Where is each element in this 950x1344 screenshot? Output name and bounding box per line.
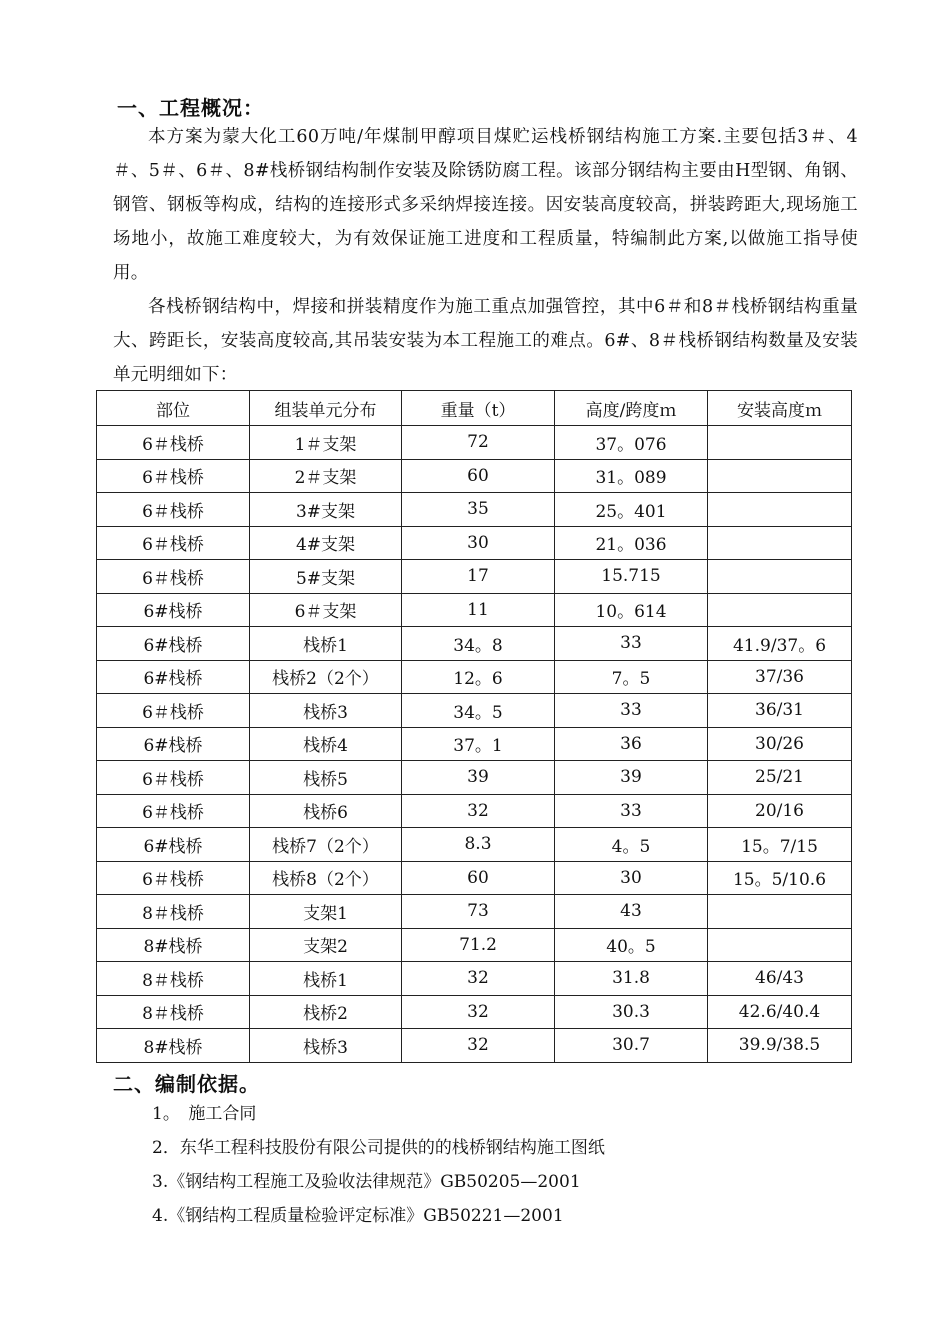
- cell-height-span: 40。5: [555, 928, 708, 962]
- cell-location: 6＃栈桥: [97, 526, 250, 560]
- cell-weight: 32: [402, 962, 555, 996]
- table-row: [97, 928, 852, 962]
- cell-height-span: 33: [555, 627, 708, 661]
- cell-height-span: 39: [555, 761, 708, 795]
- cell-location: 6#栈桥: [97, 660, 250, 694]
- section1-paragraph1: 本方案为蒙大化工60万吨/年煤制甲醇项目煤贮运栈桥钢结构施工方案.主要包括3＃、4＃、5＃、6＃、8#栈桥钢结构制作安装及除锈防腐工程。该部分钢结构主要由H型钢、角钢、钢管、钢板等构成，结构的连接形式多采纳焊接连接。因安装高度较高，拼装跨距大,现场施工场地小，故施工难度较大，为有效保证施工进度和工程质量，特编制此方案,以做施工指导使用。: [113, 127, 858, 283]
- cell-install-height: [708, 426, 852, 460]
- cell-height-span: 43: [555, 895, 708, 929]
- cell-weight: 71.2: [402, 928, 555, 962]
- cell-weight: 35: [402, 493, 555, 527]
- table-row: [97, 493, 852, 527]
- cell-weight: 72: [402, 426, 555, 460]
- table-row: [97, 727, 852, 761]
- cell-install-height: [708, 593, 852, 627]
- cell-unit: 栈桥3: [250, 1029, 402, 1063]
- table-header-row: [97, 391, 852, 426]
- header-weight: 重量（t）: [402, 391, 555, 426]
- cell-unit: 栈桥6: [250, 794, 402, 828]
- table-row: [97, 794, 852, 828]
- cell-location: 8＃栈桥: [97, 962, 250, 996]
- table-row: [97, 459, 852, 493]
- header-location: 部位: [97, 391, 250, 426]
- cell-unit: 栈桥7（2个）: [250, 828, 402, 862]
- cell-weight: 11: [402, 593, 555, 627]
- cell-install-height: [708, 895, 852, 929]
- cell-install-height: 25/21: [708, 761, 852, 795]
- cell-location: 6#栈桥: [97, 828, 250, 862]
- cell-install-height: [708, 459, 852, 493]
- cell-unit: 支架2: [250, 928, 402, 962]
- cell-height-span: 31。089: [555, 459, 708, 493]
- cell-unit: 栈桥3: [250, 694, 402, 728]
- cell-height-span: 7。5: [555, 660, 708, 694]
- section1-heading: 一、工程概况：: [117, 96, 264, 120]
- cell-location: 6＃栈桥: [97, 426, 250, 460]
- cell-location: 6＃栈桥: [97, 861, 250, 895]
- cell-weight: 37。1: [402, 727, 555, 761]
- cell-unit: 栈桥2: [250, 995, 402, 1029]
- table-row: [97, 1029, 852, 1063]
- cell-install-height: 30/26: [708, 727, 852, 761]
- cell-height-span: 4。5: [555, 828, 708, 862]
- cell-height-span: 30.3: [555, 995, 708, 1029]
- table-row: [97, 660, 852, 694]
- cell-weight: 32: [402, 794, 555, 828]
- cell-unit: 栈桥4: [250, 727, 402, 761]
- cell-unit: 3#支架: [250, 493, 402, 527]
- basis-list: [152, 1097, 605, 1233]
- cell-weight: 30: [402, 526, 555, 560]
- cell-weight: 60: [402, 459, 555, 493]
- table-row: [97, 426, 852, 460]
- cell-install-height: [708, 928, 852, 962]
- header-install-height: 安装高度ｍ: [708, 391, 852, 426]
- section2-heading: 二、编制依据。: [113, 1072, 260, 1096]
- cell-unit: 6＃支架: [250, 593, 402, 627]
- cell-location: 8#栈桥: [97, 1029, 250, 1063]
- section1-paragraph2: 各栈桥钢结构中，焊接和拼装精度作为施工重点加强管控，其中6＃和8＃栈桥钢结构重量大、跨距长，安装高度较高,其吊装安装为本工程施工的难点。6#、8＃栈桥钢结构数量及安装单元明细如下：: [113, 297, 858, 385]
- cell-install-height: 41.9/37。6: [708, 627, 852, 661]
- header-unit: 组装单元分布: [250, 391, 402, 426]
- table-row: [97, 861, 852, 895]
- cell-weight: 32: [402, 1029, 555, 1063]
- cell-location: 6＃栈桥: [97, 694, 250, 728]
- cell-weight: 60: [402, 861, 555, 895]
- list-item: 2．东华工程科技股份有限公司提供的的栈桥钢结构施工图纸: [152, 1138, 605, 1158]
- table-row: [97, 694, 852, 728]
- cell-unit: 栈桥1: [250, 962, 402, 996]
- cell-height-span: 31.8: [555, 962, 708, 996]
- cell-install-height: 36/31: [708, 694, 852, 728]
- cell-height-span: 15.715: [555, 560, 708, 594]
- cell-install-height: 42.6/40.4: [708, 995, 852, 1029]
- table-row: [97, 895, 852, 929]
- cell-install-height: 39.9/38.5: [708, 1029, 852, 1063]
- cell-location: 8#栈桥: [97, 928, 250, 962]
- cell-location: 6#栈桥: [97, 727, 250, 761]
- cell-install-height: [708, 526, 852, 560]
- cell-height-span: 21。036: [555, 526, 708, 560]
- cell-unit: 栈桥5: [250, 761, 402, 795]
- cell-install-height: 15。7/15: [708, 828, 852, 862]
- cell-weight: 8.3: [402, 828, 555, 862]
- cell-location: 6＃栈桥: [97, 459, 250, 493]
- cell-height-span: 30: [555, 861, 708, 895]
- cell-height-span: 30.7: [555, 1029, 708, 1063]
- list-item: 4.《钢结构工程质量检验评定标准》GB50221—2001: [152, 1206, 564, 1226]
- cell-location: 6＃栈桥: [97, 493, 250, 527]
- cell-weight: 32: [402, 995, 555, 1029]
- cell-location: 6＃栈桥: [97, 761, 250, 795]
- cell-height-span: 10。614: [555, 593, 708, 627]
- cell-unit: 栈桥2（2个）: [250, 660, 402, 694]
- cell-install-height: 15。5/10.6: [708, 861, 852, 895]
- table-row: [97, 995, 852, 1029]
- table-body: [97, 426, 852, 1063]
- table-row: [97, 761, 852, 795]
- table-row: [97, 593, 852, 627]
- cell-location: 8＃栈桥: [97, 895, 250, 929]
- cell-location: 6#栈桥: [97, 593, 250, 627]
- cell-weight: 12。6: [402, 660, 555, 694]
- cell-unit: 支架1: [250, 895, 402, 929]
- cell-location: 6#栈桥: [97, 627, 250, 661]
- cell-location: 6＃栈桥: [97, 794, 250, 828]
- cell-install-height: 46/43: [708, 962, 852, 996]
- table-row: [97, 560, 852, 594]
- cell-height-span: 37。076: [555, 426, 708, 460]
- cell-height-span: 36: [555, 727, 708, 761]
- cell-unit: 2＃支架: [250, 459, 402, 493]
- cell-location: 6＃栈桥: [97, 560, 250, 594]
- cell-install-height: [708, 493, 852, 527]
- list-item: 1。 施工合同: [152, 1104, 257, 1124]
- list-item: 3.《钢结构工程施工及验收法律规范》GB50205—2001: [152, 1172, 581, 1192]
- cell-install-height: [708, 560, 852, 594]
- cell-weight: 17: [402, 560, 555, 594]
- cell-unit: 4#支架: [250, 526, 402, 560]
- cell-unit: 栈桥1: [250, 627, 402, 661]
- table-row: [97, 526, 852, 560]
- cell-weight: 34。8: [402, 627, 555, 661]
- header-height-span: 高度/跨度ｍ: [555, 391, 708, 426]
- cell-location: 8＃栈桥: [97, 995, 250, 1029]
- table-row: [97, 962, 852, 996]
- cell-height-span: 25。401: [555, 493, 708, 527]
- table-row: [97, 828, 852, 862]
- cell-height-span: 33: [555, 794, 708, 828]
- cell-install-height: 20/16: [708, 794, 852, 828]
- cell-unit: 1＃支架: [250, 426, 402, 460]
- cell-weight: 73: [402, 895, 555, 929]
- cell-weight: 34。5: [402, 694, 555, 728]
- cell-weight: 39: [402, 761, 555, 795]
- cell-install-height: 37/36: [708, 660, 852, 694]
- bridge-steel-table: [96, 390, 852, 1063]
- cell-unit: 5#支架: [250, 560, 402, 594]
- table-row: [97, 627, 852, 661]
- cell-height-span: 33: [555, 694, 708, 728]
- cell-unit: 栈桥8（2个）: [250, 861, 402, 895]
